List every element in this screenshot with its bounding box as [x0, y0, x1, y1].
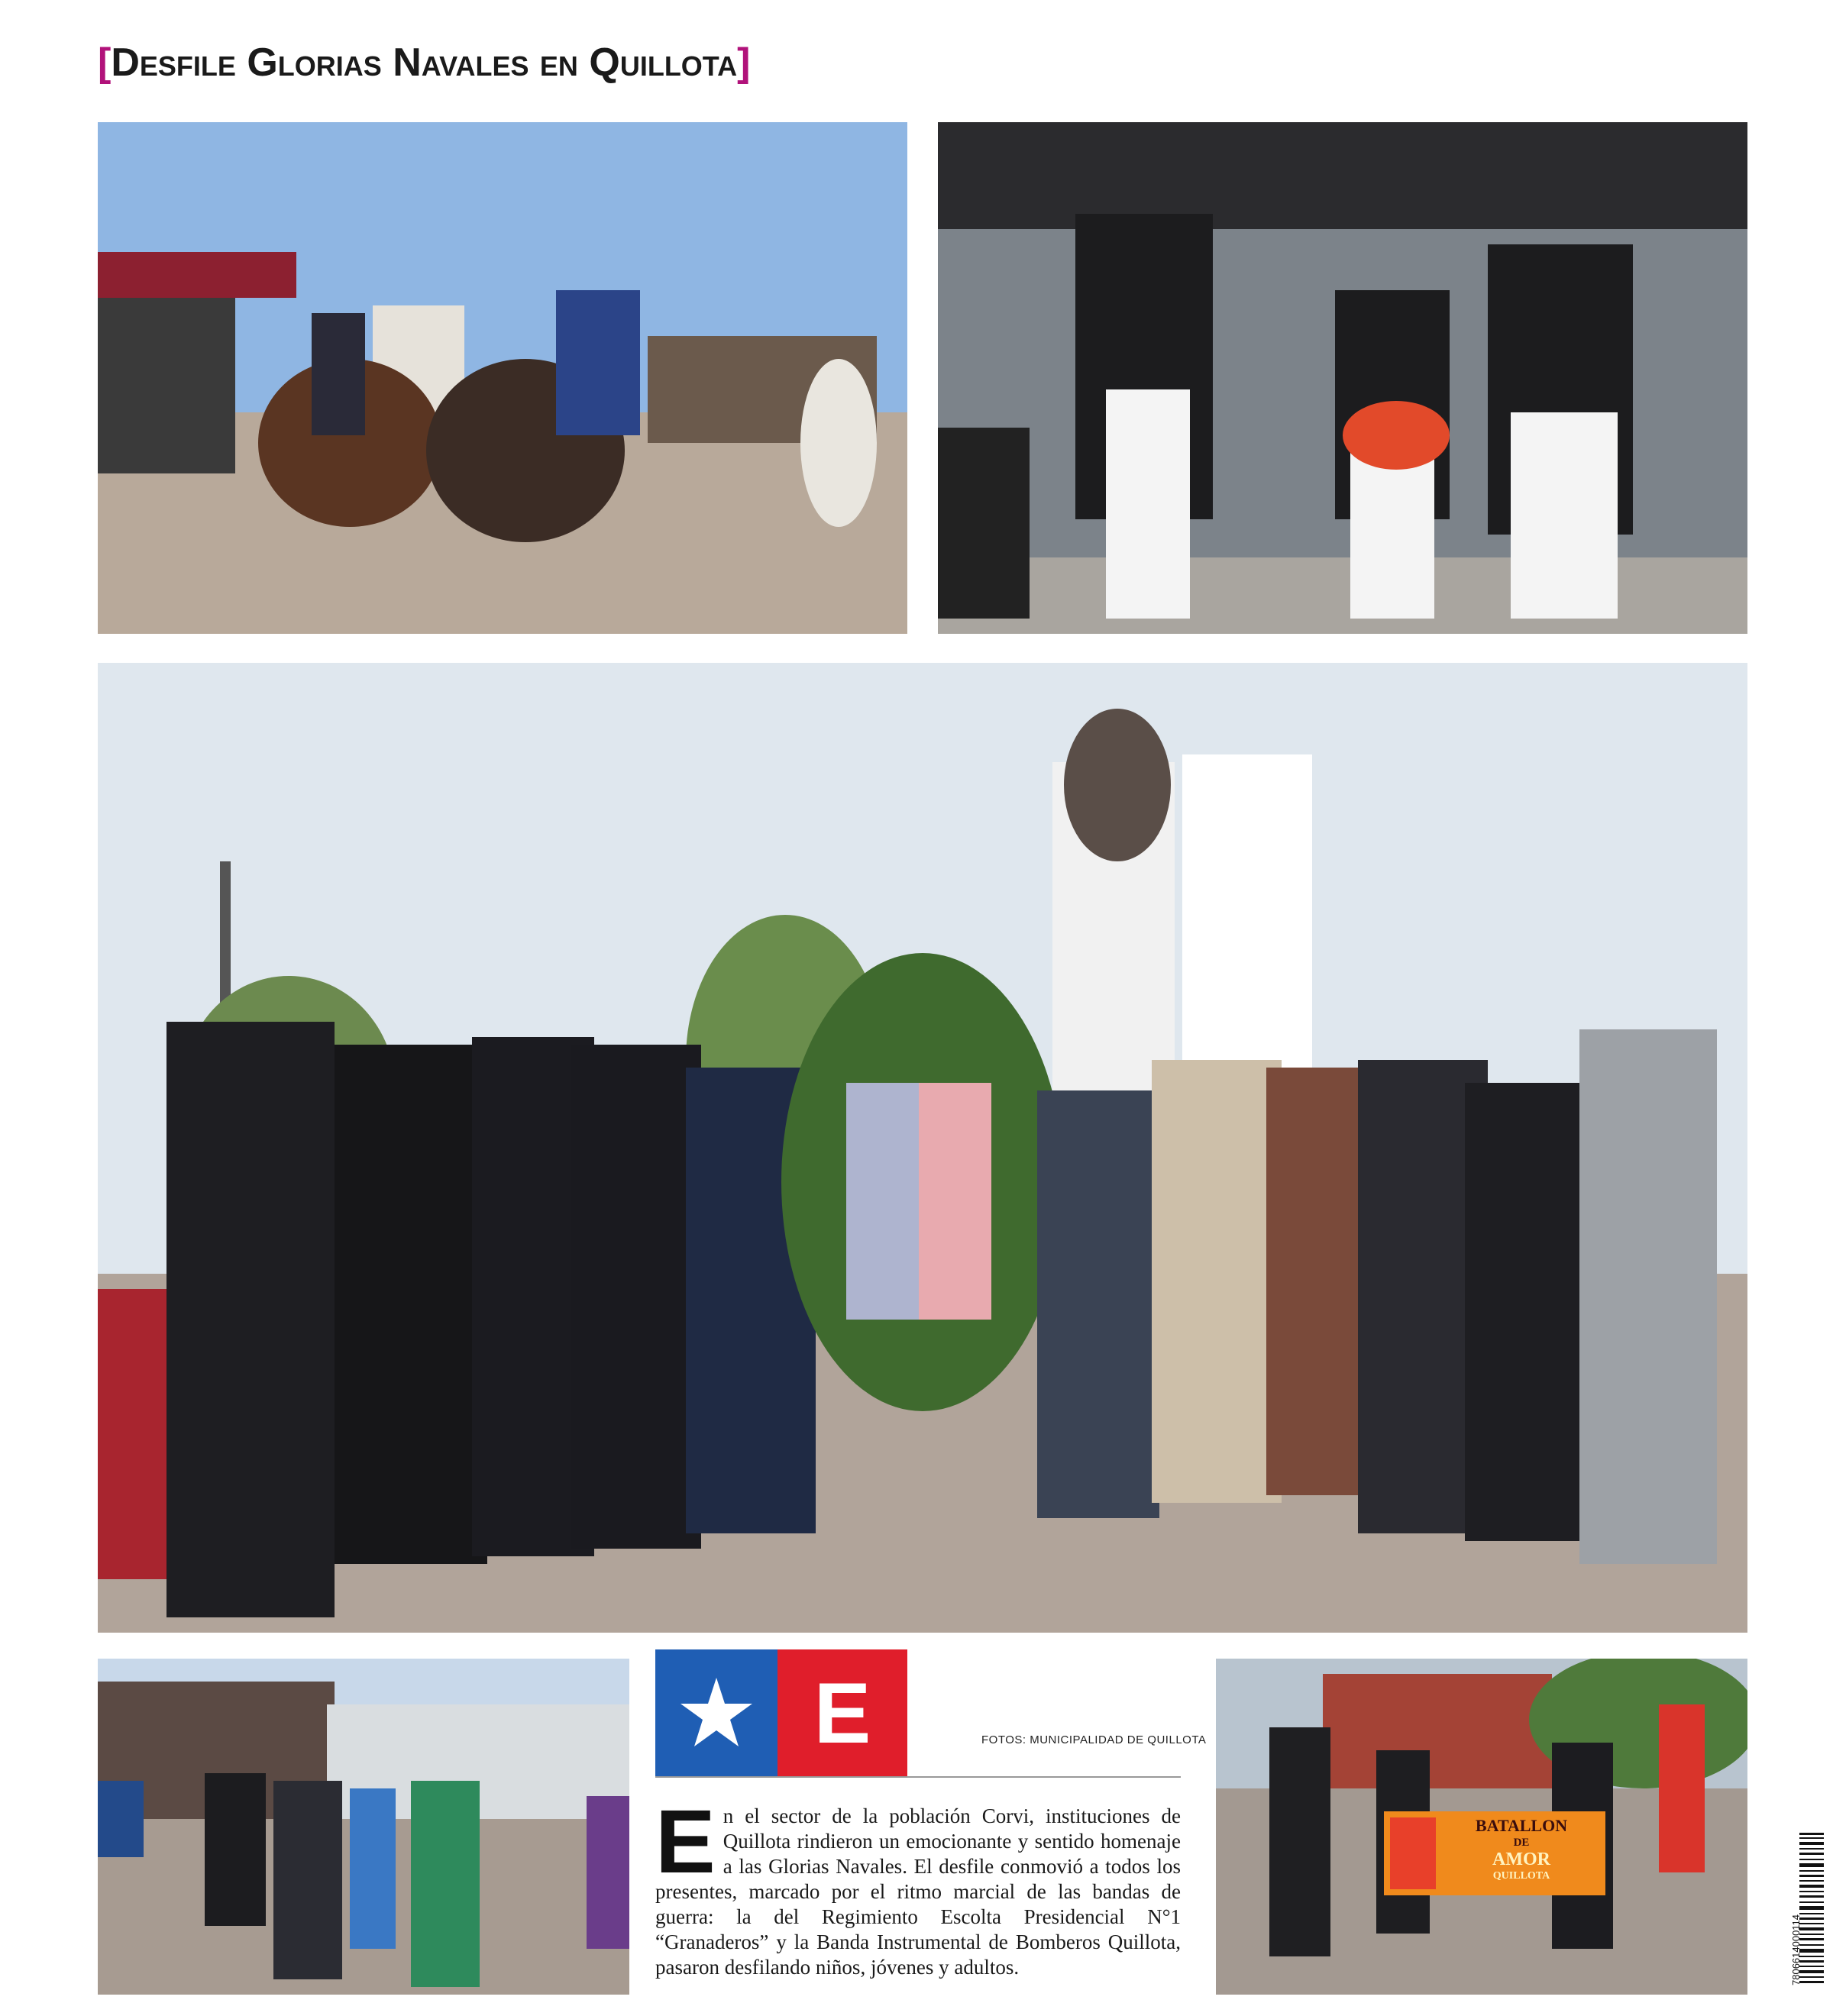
batallon-banner-photo	[1216, 1659, 1747, 1995]
star-icon	[678, 1675, 755, 1751]
barcode-number: 7806614000114	[1790, 1914, 1802, 1985]
drop-cap: E	[655, 1791, 716, 1892]
title-bracket-open: [	[98, 40, 112, 85]
banner-line-1: BATALLON	[1475, 1816, 1568, 1835]
banner-line-3: AMOR	[1492, 1850, 1550, 1869]
banner-line-2: DE	[1513, 1837, 1530, 1849]
banner-line-4: QUILLOTA	[1492, 1870, 1550, 1882]
banner-text	[1445, 1817, 1598, 1885]
title-text: Desfile Glorias Navales en Quillota	[111, 40, 738, 85]
barcode-icon	[1799, 1833, 1824, 1985]
marching-health-workers-photo	[98, 1659, 629, 1995]
horseback-riders-photo	[98, 122, 907, 634]
divider	[655, 1776, 1181, 1778]
article-body	[655, 1791, 1181, 1980]
article-text: n el sector de la población Corvi, instituciones de Quillota rindieron un emocionante y sentido homenaje a las Glorias Navales. El desfile conmovió a todos los presentes, marcado por el ritmo marcial de las bandas de guerra: la del Regimiento Escolta Presidencial N°1 “Granaderos” y la Banda Instrumental de Bomberos Quillota, pasaron desfilando niños, jóvenes y adultos.	[655, 1804, 1181, 1979]
photo-credit: FOTOS: MUNICIPALIDAD DE QUILLOTA	[981, 1733, 1207, 1746]
marching-band-children-photo	[938, 122, 1747, 634]
newspaper-logo	[655, 1649, 907, 1776]
logo-star-panel	[655, 1649, 777, 1776]
logo-letter: E	[777, 1649, 907, 1776]
title-bracket-close: ]	[737, 40, 751, 85]
wreath-ceremony-photo	[98, 663, 1747, 1633]
page-title	[98, 40, 750, 86]
